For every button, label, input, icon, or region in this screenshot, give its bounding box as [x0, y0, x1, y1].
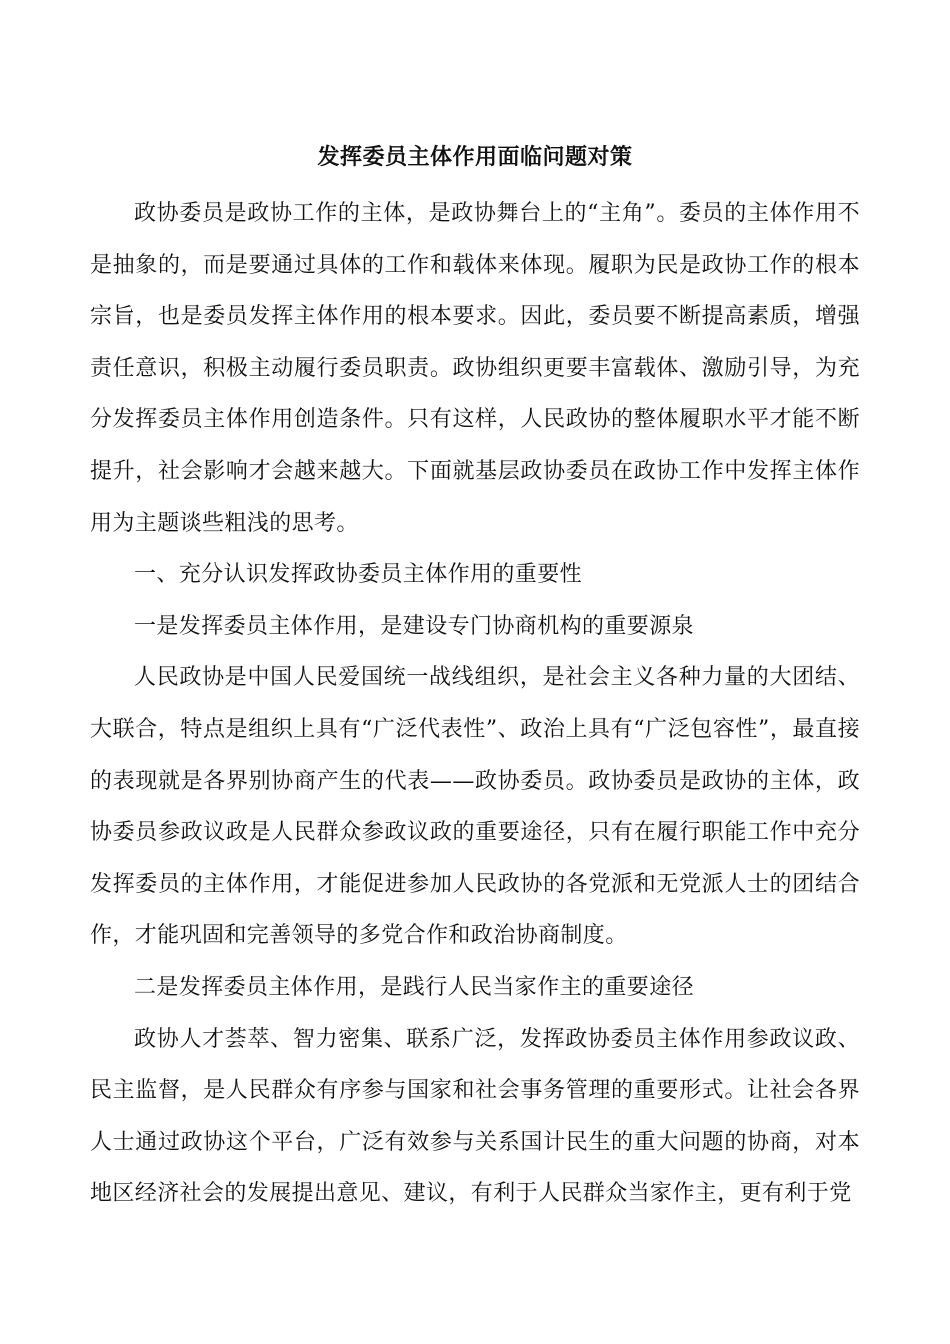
body-paragraph-2: 政协人才荟萃、智力密集、联系广泛，发挥政协委员主体作用参政议政、民主监督，是人民群众有序参与国家和社会事务管理的重要形式。让社会各界人士通过政协这个平台，广泛有效参与关系国计民生的重大问题的协商，对本地区经济社会的发展提出意见、建议，有利于人民群众当家作主，更有利于党 — [90, 1026, 860, 1207]
document-title: 发挥委员主体作用面临问题对策 — [317, 145, 633, 170]
subsection-heading-2: 二是发挥委员主体作用，是践行人民当家作主的重要途径 — [134, 974, 695, 1000]
intro-paragraph: 政协委员是政协工作的主体，是政协舞台上的“主角”。委员的主体作用不是抽象的，而是要通过具体的工作和载体来体现。履职为民是政协工作的根本宗旨，也是委员发挥主体作用的根本要求。因此，委员要不断提高素质，增强责任意识，积极主动履行委员职责。政协组织更要丰富载体、激励引导，为充分发挥委员主体作用创造条件。只有这样，人民政协的整体履职水平才能不断提升，社会影响才会越来越大。下面就基层政协委员在政协工作中发挥主体作用为主题谈些粗浅的思考。 — [90, 201, 860, 536]
section-heading-1: 一、充分认识发挥政协委员主体作用的重要性 — [134, 562, 583, 588]
document-body — [90, 138, 860, 1220]
subsection-heading-1: 一是发挥委员主体作用，是建设专门协商机构的重要源泉 — [134, 613, 695, 639]
body-paragraph-1: 人民政协是中国人民爱国统一战线组织，是社会主义各种力量的大团结、大联合，特点是组织上具有“广泛代表性”、政治上具有“广泛包容性”，最直接的表现就是各界别协商产生的代表——政协委员。政协委员是政协的主体，政协委员参政议政是人民群众参政议政的重要途径，只有在履行职能工作中充分发挥委员的主体作用，才能促进参加人民政协的各党派和无党派人士的团结合作，才能巩固和完善领导的多党合作和政治协商制度。 — [90, 665, 860, 949]
